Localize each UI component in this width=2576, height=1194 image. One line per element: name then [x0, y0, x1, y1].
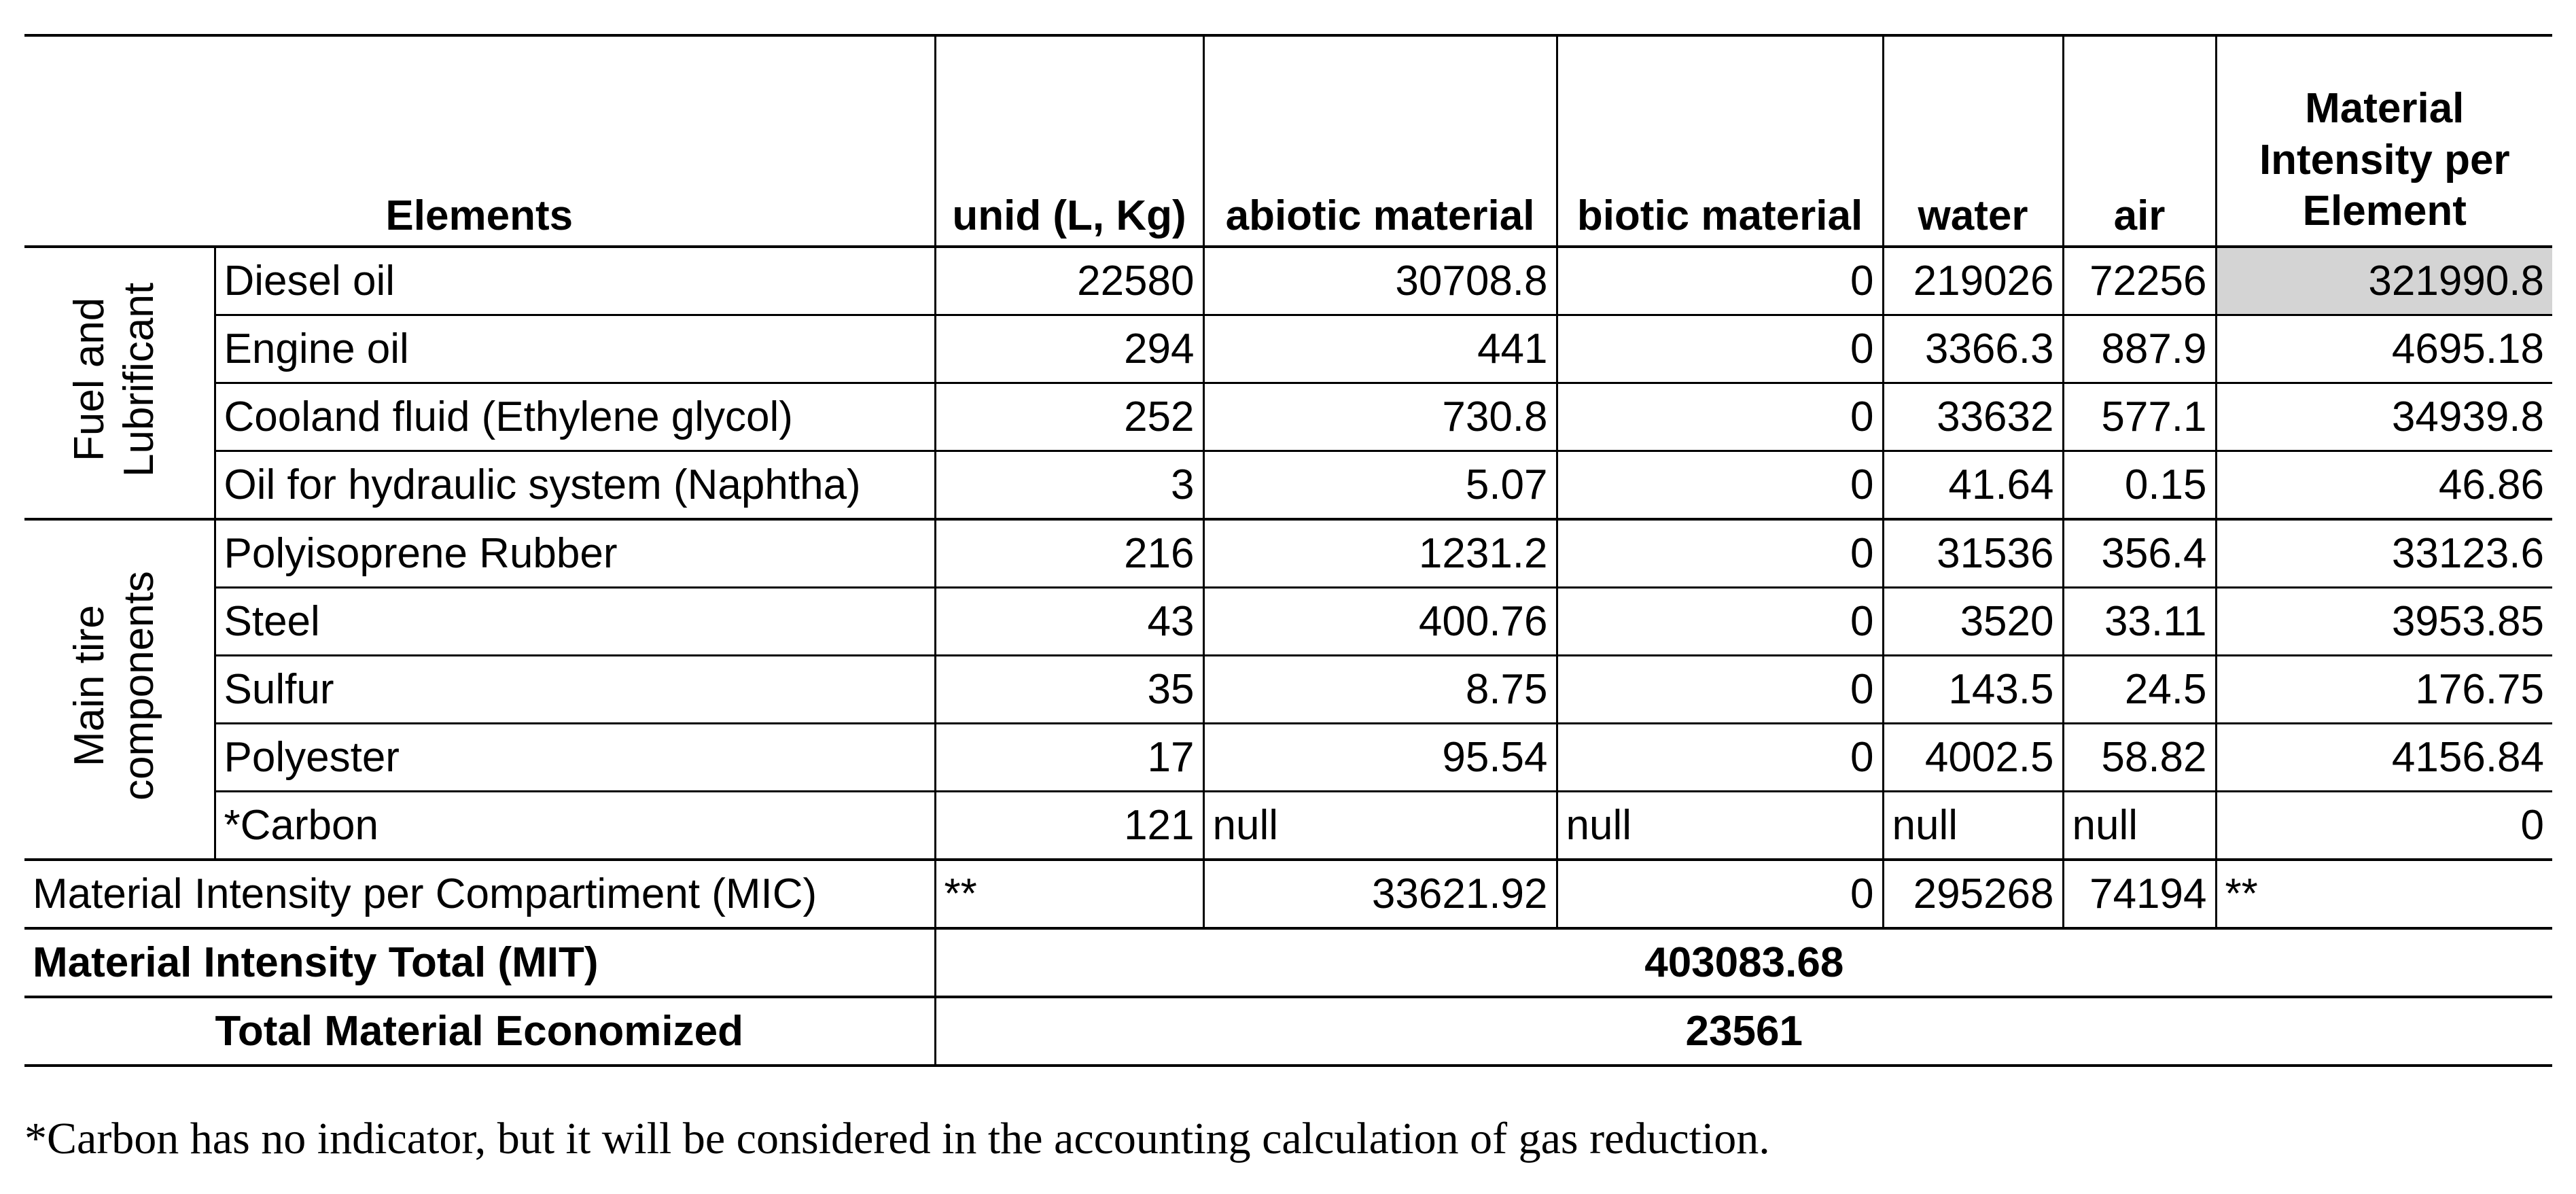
table-row: [24, 315, 2552, 383]
row-air: 58.82: [2063, 724, 2216, 792]
row-name: Sulfur: [215, 656, 935, 724]
mic-row: [24, 860, 2552, 928]
mic-abiotic: 33621.92: [1203, 860, 1557, 928]
row-unit: 35: [935, 656, 1203, 724]
table-row: [24, 519, 2552, 588]
row-name: Steel: [215, 588, 935, 656]
table-row: [24, 724, 2552, 792]
mit-value: 403083.68: [935, 928, 2552, 997]
header-unit: unid (L, Kg): [935, 35, 1203, 247]
row-water: 143.5: [1883, 656, 2063, 724]
mic-biotic: 0: [1557, 860, 1883, 928]
tme-row: [24, 997, 2552, 1066]
tme-value: 23561: [935, 997, 2552, 1066]
row-biotic: 0: [1557, 588, 1883, 656]
table-row: [24, 656, 2552, 724]
row-name: Polyester: [215, 724, 935, 792]
row-water: 3366.3: [1883, 315, 2063, 383]
row-air: 24.5: [2063, 656, 2216, 724]
mit-label: Material Intensity Total (MIT): [24, 928, 935, 997]
row-mi: 33123.6: [2216, 519, 2552, 588]
row-water: 33632: [1883, 383, 2063, 451]
header-biotic: biotic material: [1557, 35, 1883, 247]
row-mi: 0: [2216, 792, 2552, 860]
row-name: Diesel oil: [215, 247, 935, 315]
row-abiotic: 95.54: [1203, 724, 1557, 792]
row-mi-highlighted: 321990.8: [2216, 247, 2552, 315]
header-elements: Elements: [24, 35, 935, 247]
table-row: [24, 383, 2552, 451]
row-water: 4002.5: [1883, 724, 2063, 792]
mic-water: 295268: [1883, 860, 2063, 928]
row-mi: 3953.85: [2216, 588, 2552, 656]
row-unit: 252: [935, 383, 1203, 451]
mit-row: [24, 928, 2552, 997]
row-biotic: 0: [1557, 724, 1883, 792]
row-abiotic: 5.07: [1203, 451, 1557, 520]
row-unit: 22580: [935, 247, 1203, 315]
row-mi: 34939.8: [2216, 383, 2552, 451]
row-name: Engine oil: [215, 315, 935, 383]
table-row: [24, 451, 2552, 520]
row-abiotic: 8.75: [1203, 656, 1557, 724]
material-intensity-table: [24, 34, 2552, 1067]
row-abiotic: 1231.2: [1203, 519, 1557, 588]
tme-label: Total Material Economized: [24, 997, 935, 1066]
row-water: null: [1883, 792, 2063, 860]
row-biotic: 0: [1557, 656, 1883, 724]
row-air: 577.1: [2063, 383, 2216, 451]
row-unit: 3: [935, 451, 1203, 520]
row-mi: 4156.84: [2216, 724, 2552, 792]
row-unit: 17: [935, 724, 1203, 792]
row-air: 356.4: [2063, 519, 2216, 588]
row-water: 219026: [1883, 247, 2063, 315]
row-abiotic: 30708.8: [1203, 247, 1557, 315]
row-water: 3520: [1883, 588, 2063, 656]
row-biotic: 0: [1557, 451, 1883, 520]
table-row: [24, 588, 2552, 656]
row-air: null: [2063, 792, 2216, 860]
row-air: 33.11: [2063, 588, 2216, 656]
row-biotic: null: [1557, 792, 1883, 860]
group-fuel-lubricant: [24, 247, 215, 519]
table-row: [24, 247, 2552, 315]
row-air: 887.9: [2063, 315, 2216, 383]
row-name: Cooland fluid (Ethylene glycol): [215, 383, 935, 451]
row-name: *Carbon: [215, 792, 935, 860]
mic-mi: **: [2216, 860, 2552, 928]
row-name: Polyisoprene Rubber: [215, 519, 935, 588]
row-mi: 176.75: [2216, 656, 2552, 724]
row-unit: 43: [935, 588, 1203, 656]
group-label: Fuel and Lubrificant: [66, 281, 163, 477]
row-name: Oil for hydraulic system (Naphtha): [215, 451, 935, 520]
row-unit: 294: [935, 315, 1203, 383]
row-biotic: 0: [1557, 383, 1883, 451]
row-abiotic: 441: [1203, 315, 1557, 383]
header-water: water: [1883, 35, 2063, 247]
row-biotic: 0: [1557, 519, 1883, 588]
row-water: 31536: [1883, 519, 2063, 588]
row-abiotic: 400.76: [1203, 588, 1557, 656]
row-biotic: 0: [1557, 315, 1883, 383]
row-abiotic: null: [1203, 792, 1557, 860]
group-label: Main tire components: [66, 571, 163, 801]
header-mi-element: Material Intensity per Element: [2216, 35, 2552, 247]
row-abiotic: 730.8: [1203, 383, 1557, 451]
row-mi: 4695.18: [2216, 315, 2552, 383]
row-water: 41.64: [1883, 451, 2063, 520]
table-row: [24, 792, 2552, 860]
group-main-tire-components: [24, 519, 215, 860]
footnote: *Carbon has no indicator, but it will be considered in the accounting calculation of gas reduction.: [24, 1114, 1770, 1163]
mic-air: 74194: [2063, 860, 2216, 928]
row-air: 0.15: [2063, 451, 2216, 520]
mic-unit: **: [935, 860, 1203, 928]
row-unit: 121: [935, 792, 1203, 860]
row-mi: 46.86: [2216, 451, 2552, 520]
header-row: [24, 35, 2552, 247]
header-abiotic: abiotic material: [1203, 35, 1557, 247]
row-biotic: 0: [1557, 247, 1883, 315]
header-air: air: [2063, 35, 2216, 247]
mic-label: Material Intensity per Compartiment (MIC): [24, 860, 935, 928]
row-unit: 216: [935, 519, 1203, 588]
row-air: 72256: [2063, 247, 2216, 315]
